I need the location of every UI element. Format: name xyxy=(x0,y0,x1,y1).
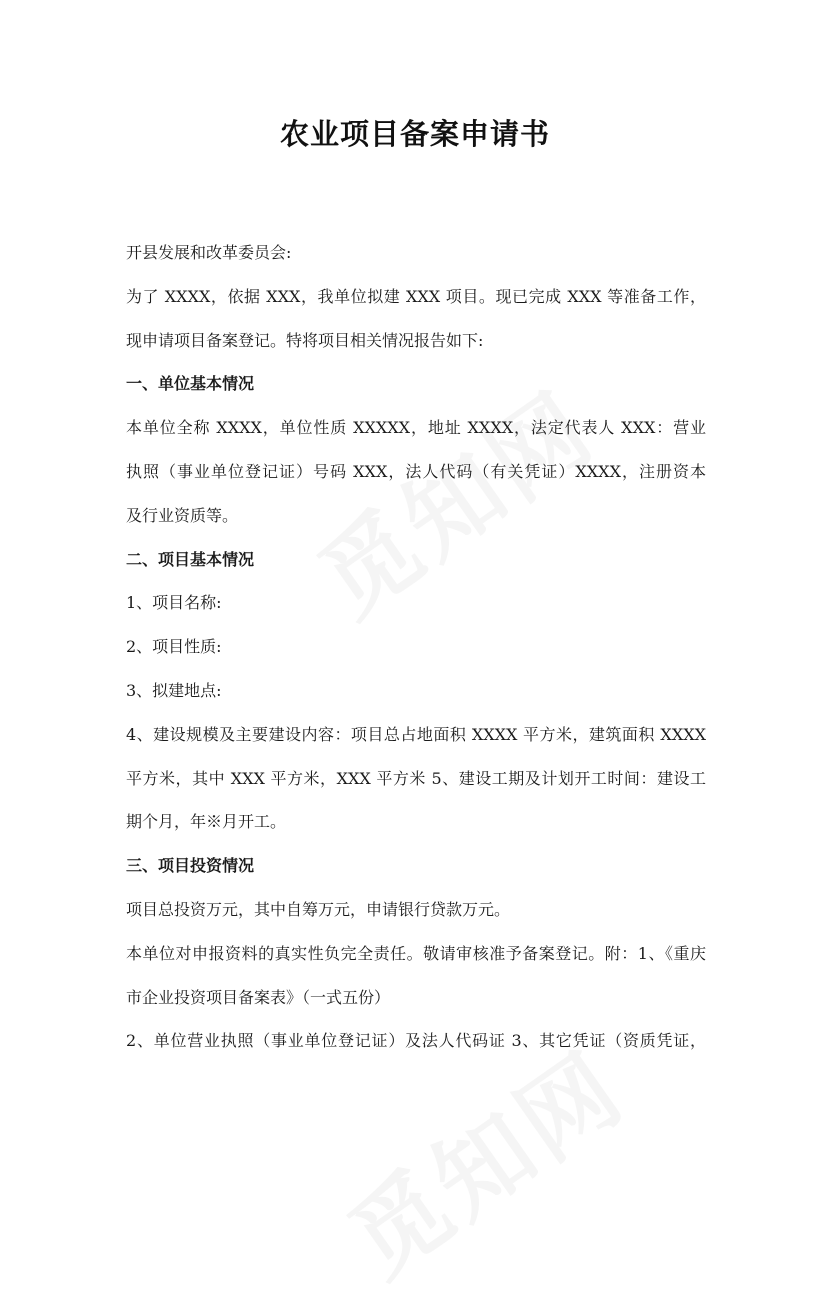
text-line: 4、建设规模及主要建设内容：项目总占地面积 XXXX 平方米，建筑面积 XXXX xyxy=(126,724,706,744)
text-line: 开县发展和改革委员会: xyxy=(126,243,292,262)
section-heading: 一、单位基本情况 xyxy=(126,374,255,394)
section-heading: 三、项目投资情况 xyxy=(126,856,255,876)
text-line: 市企业投资项目备案表》（一式五份） xyxy=(126,987,391,1007)
text-line: 本单位对申报资料的真实性负完全责任。敬请审核准予备案登记。附：1、《重庆 xyxy=(126,943,706,963)
document-title: 农业项目备案申请书 xyxy=(279,117,550,151)
text-line: 现申请项目备案登记。特将项目相关情况报告如下: xyxy=(126,330,484,350)
text-line: 为了 XXXX，依据 XXX，我单位拟建 XXX 项目。现已完成 XXX 等准备工作， xyxy=(126,286,706,306)
text-line: 及行业资质等。 xyxy=(126,505,239,525)
text-line: 2、单位营业执照（事业单位登记证）及法人代码证 3、其它凭证（资质凭证， xyxy=(126,1031,706,1051)
text-line: 3、拟建地点: xyxy=(126,680,222,700)
section-heading: 二、项目基本情况 xyxy=(126,549,255,569)
text-line: 项目总投资万元，其中自筹万元，申请银行贷款万元。 xyxy=(126,899,511,919)
text-line: 期个月，年※月开工。 xyxy=(126,812,287,832)
text-line: 执照（事业单位登记证）号码 XXX，法人代码（有关凭证）XXXX，注册资本 xyxy=(126,461,706,481)
text-line: 平方米，其中 XXX 平方米，XXX 平方米 5、建设工期及计划开工时间：建设工 xyxy=(126,768,706,788)
text-line: 2、项目性质: xyxy=(126,637,222,657)
text-line: 本单位全称 XXXX，单位性质 XXXXX，地址 XXXX，法定代表人 XXX：营业 xyxy=(126,418,706,438)
document-body xyxy=(126,240,706,1072)
text-line: 1、项目名称: xyxy=(126,593,222,613)
